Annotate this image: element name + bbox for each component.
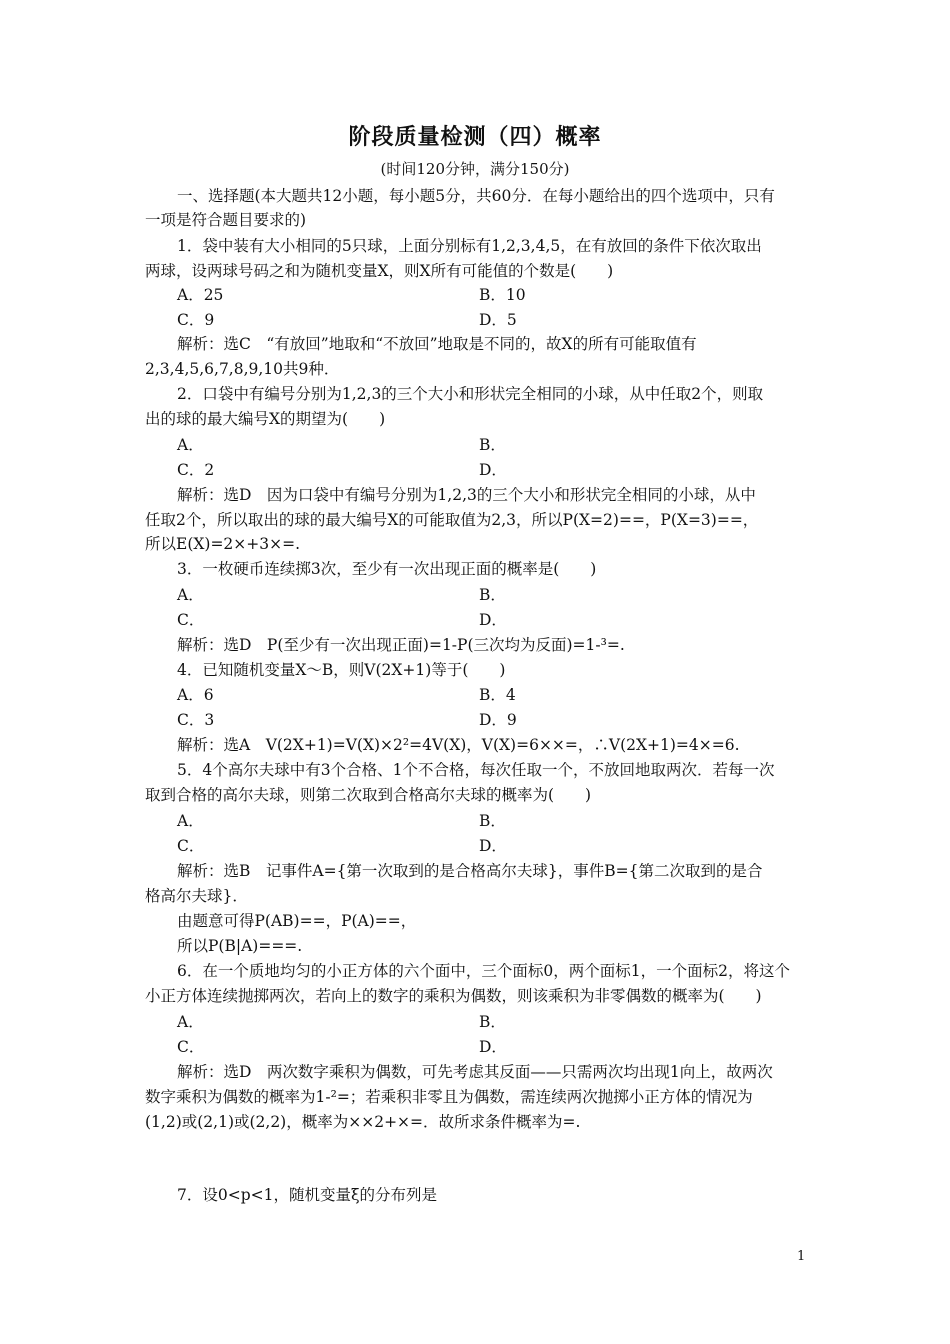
question-1-option-c: C．9	[177, 311, 215, 329]
question-5-option-b: B．	[479, 812, 506, 830]
page-number: 1	[797, 1249, 806, 1264]
question-1-solution: 解析：选C “有放回”地取和“不放回”地取是不同的，故X的所有可能取值有	[177, 335, 697, 353]
question-1-option-b: B．10	[479, 286, 526, 304]
question-6-solution: 数字乘积为偶数的概率为1-²=；若乘积非零且为偶数，需连续两次抛掷小正方体的情况为	[145, 1088, 753, 1106]
question-5-solution: 由题意可得P(AB)==，P(A)==，	[177, 912, 417, 930]
question-6-option-c: C．	[177, 1038, 205, 1056]
section-intro-line: 一项是符合题目要求的)	[145, 211, 307, 229]
question-1-option-d: D．5	[479, 311, 517, 329]
question-4-option-b: B．4	[479, 686, 516, 704]
question-2-solution: 任取2个，所以取出的球的最大编号X的可能取值为2,3，所以P(X=2)==，P(X=3)==，	[145, 511, 759, 529]
section-intro-line: 一、选择题(本大题共12小题，每小题5分，共60分．在每小题给出的四个选项中，只有	[177, 187, 775, 205]
question-2-option-d: D．	[479, 461, 507, 479]
page-title: 阶段质量检测（四）概率	[348, 124, 602, 150]
question-5-solution: 格高尔夫球}．	[145, 887, 248, 905]
question-3-option-c: C．	[177, 611, 205, 629]
question-4-solution: 解析：选A V(2X+1)=V(X)×2²=4V(X)，V(X)=6××=，∴V(2X+1)=4×=6.	[177, 736, 740, 754]
question-2-option-a: A．	[177, 436, 204, 454]
question-5-stem: 取到合格的高尔夫球，则第二次取到合格高尔夫球的概率为( )	[145, 786, 592, 804]
question-3-solution: 解析：选D P(至少有一次出现正面)=1-P(三次均为反面)=1-³=.	[177, 636, 625, 654]
question-4-option-d: D．9	[479, 711, 517, 729]
question-2-solution: 所以E(X)=2×+3×=.	[145, 535, 301, 553]
question-3-option-b: B．	[479, 586, 506, 604]
question-5-solution: 所以P(B|A)===.	[177, 937, 303, 955]
question-3-option-a: A．	[177, 586, 204, 604]
question-5-option-c: C．	[177, 837, 205, 855]
question-2-option-c: C．2	[177, 461, 215, 479]
question-4-stem: 4．已知随机变量X～B，则V(2X+1)等于( )	[177, 661, 506, 679]
question-5-option-a: A．	[177, 812, 204, 830]
question-4-option-c: C．3	[177, 711, 215, 729]
question-2-option-b: B．	[479, 436, 506, 454]
question-2-solution: 解析：选D 因为口袋中有编号分别为1,2,3的三个大小和形状完全相同的小球，从中	[177, 486, 756, 504]
question-2-stem: 2．口袋中有编号分别为1,2,3的三个大小和形状完全相同的小球，从中任取2个，则取	[177, 385, 764, 403]
question-1-stem: 两球，设两球号码之和为随机变量X，则X所有可能值的个数是( )	[145, 262, 614, 280]
question-6-option-a: A．	[177, 1013, 204, 1031]
question-5-solution: 解析：选B 记事件A={第一次取到的是合格高尔夫球}，事件B={第二次取到的是合	[177, 862, 763, 880]
question-1-option-a: A．25	[177, 286, 224, 304]
question-6-option-d: D．	[479, 1038, 507, 1056]
question-3-stem: 3．一枚硬币连续掷3次，至少有一次出现正面的概率是( )	[177, 560, 597, 578]
question-1-stem: 1．袋中装有大小相同的5只球，上面分别标有1,2,3,4,5，在有放回的条件下依次取出	[177, 237, 762, 255]
question-5-option-d: D．	[479, 837, 507, 855]
page-subtitle: (时间120分钟，满分150分)	[380, 160, 570, 178]
question-7-stem: 7．设0<p<1，随机变量ξ的分布列是	[177, 1186, 438, 1204]
question-6-option-b: B．	[479, 1013, 506, 1031]
question-1-solution: 2,3,4,5,6,7,8,9,10共9种．	[145, 360, 340, 378]
question-5-stem: 5．4个高尔夫球中有3个合格、1个不合格，每次任取一个，不放回地取两次．若每一次	[177, 761, 775, 779]
question-6-solution: 解析：选D 两次数字乘积为偶数，可先考虑其反面——只需两次均出现1向上，故两次	[177, 1063, 773, 1081]
question-6-stem: 6．在一个质地均匀的小正方体的六个面中，三个面标0，两个面标1，一个面标2，将这个	[177, 962, 790, 980]
question-3-option-d: D．	[479, 611, 507, 629]
question-6-solution: (1,2)或(2,1)或(2,2)，概率为××2+×=．故所求条件概率为=.	[145, 1113, 581, 1131]
question-6-stem: 小正方体连续抛掷两次，若向上的数字的乘积为偶数，则该乘积为非零偶数的概率为( )	[145, 987, 762, 1005]
question-2-stem: 出的球的最大编号X的期望为( )	[145, 410, 386, 428]
question-4-option-a: A．6	[177, 686, 214, 704]
